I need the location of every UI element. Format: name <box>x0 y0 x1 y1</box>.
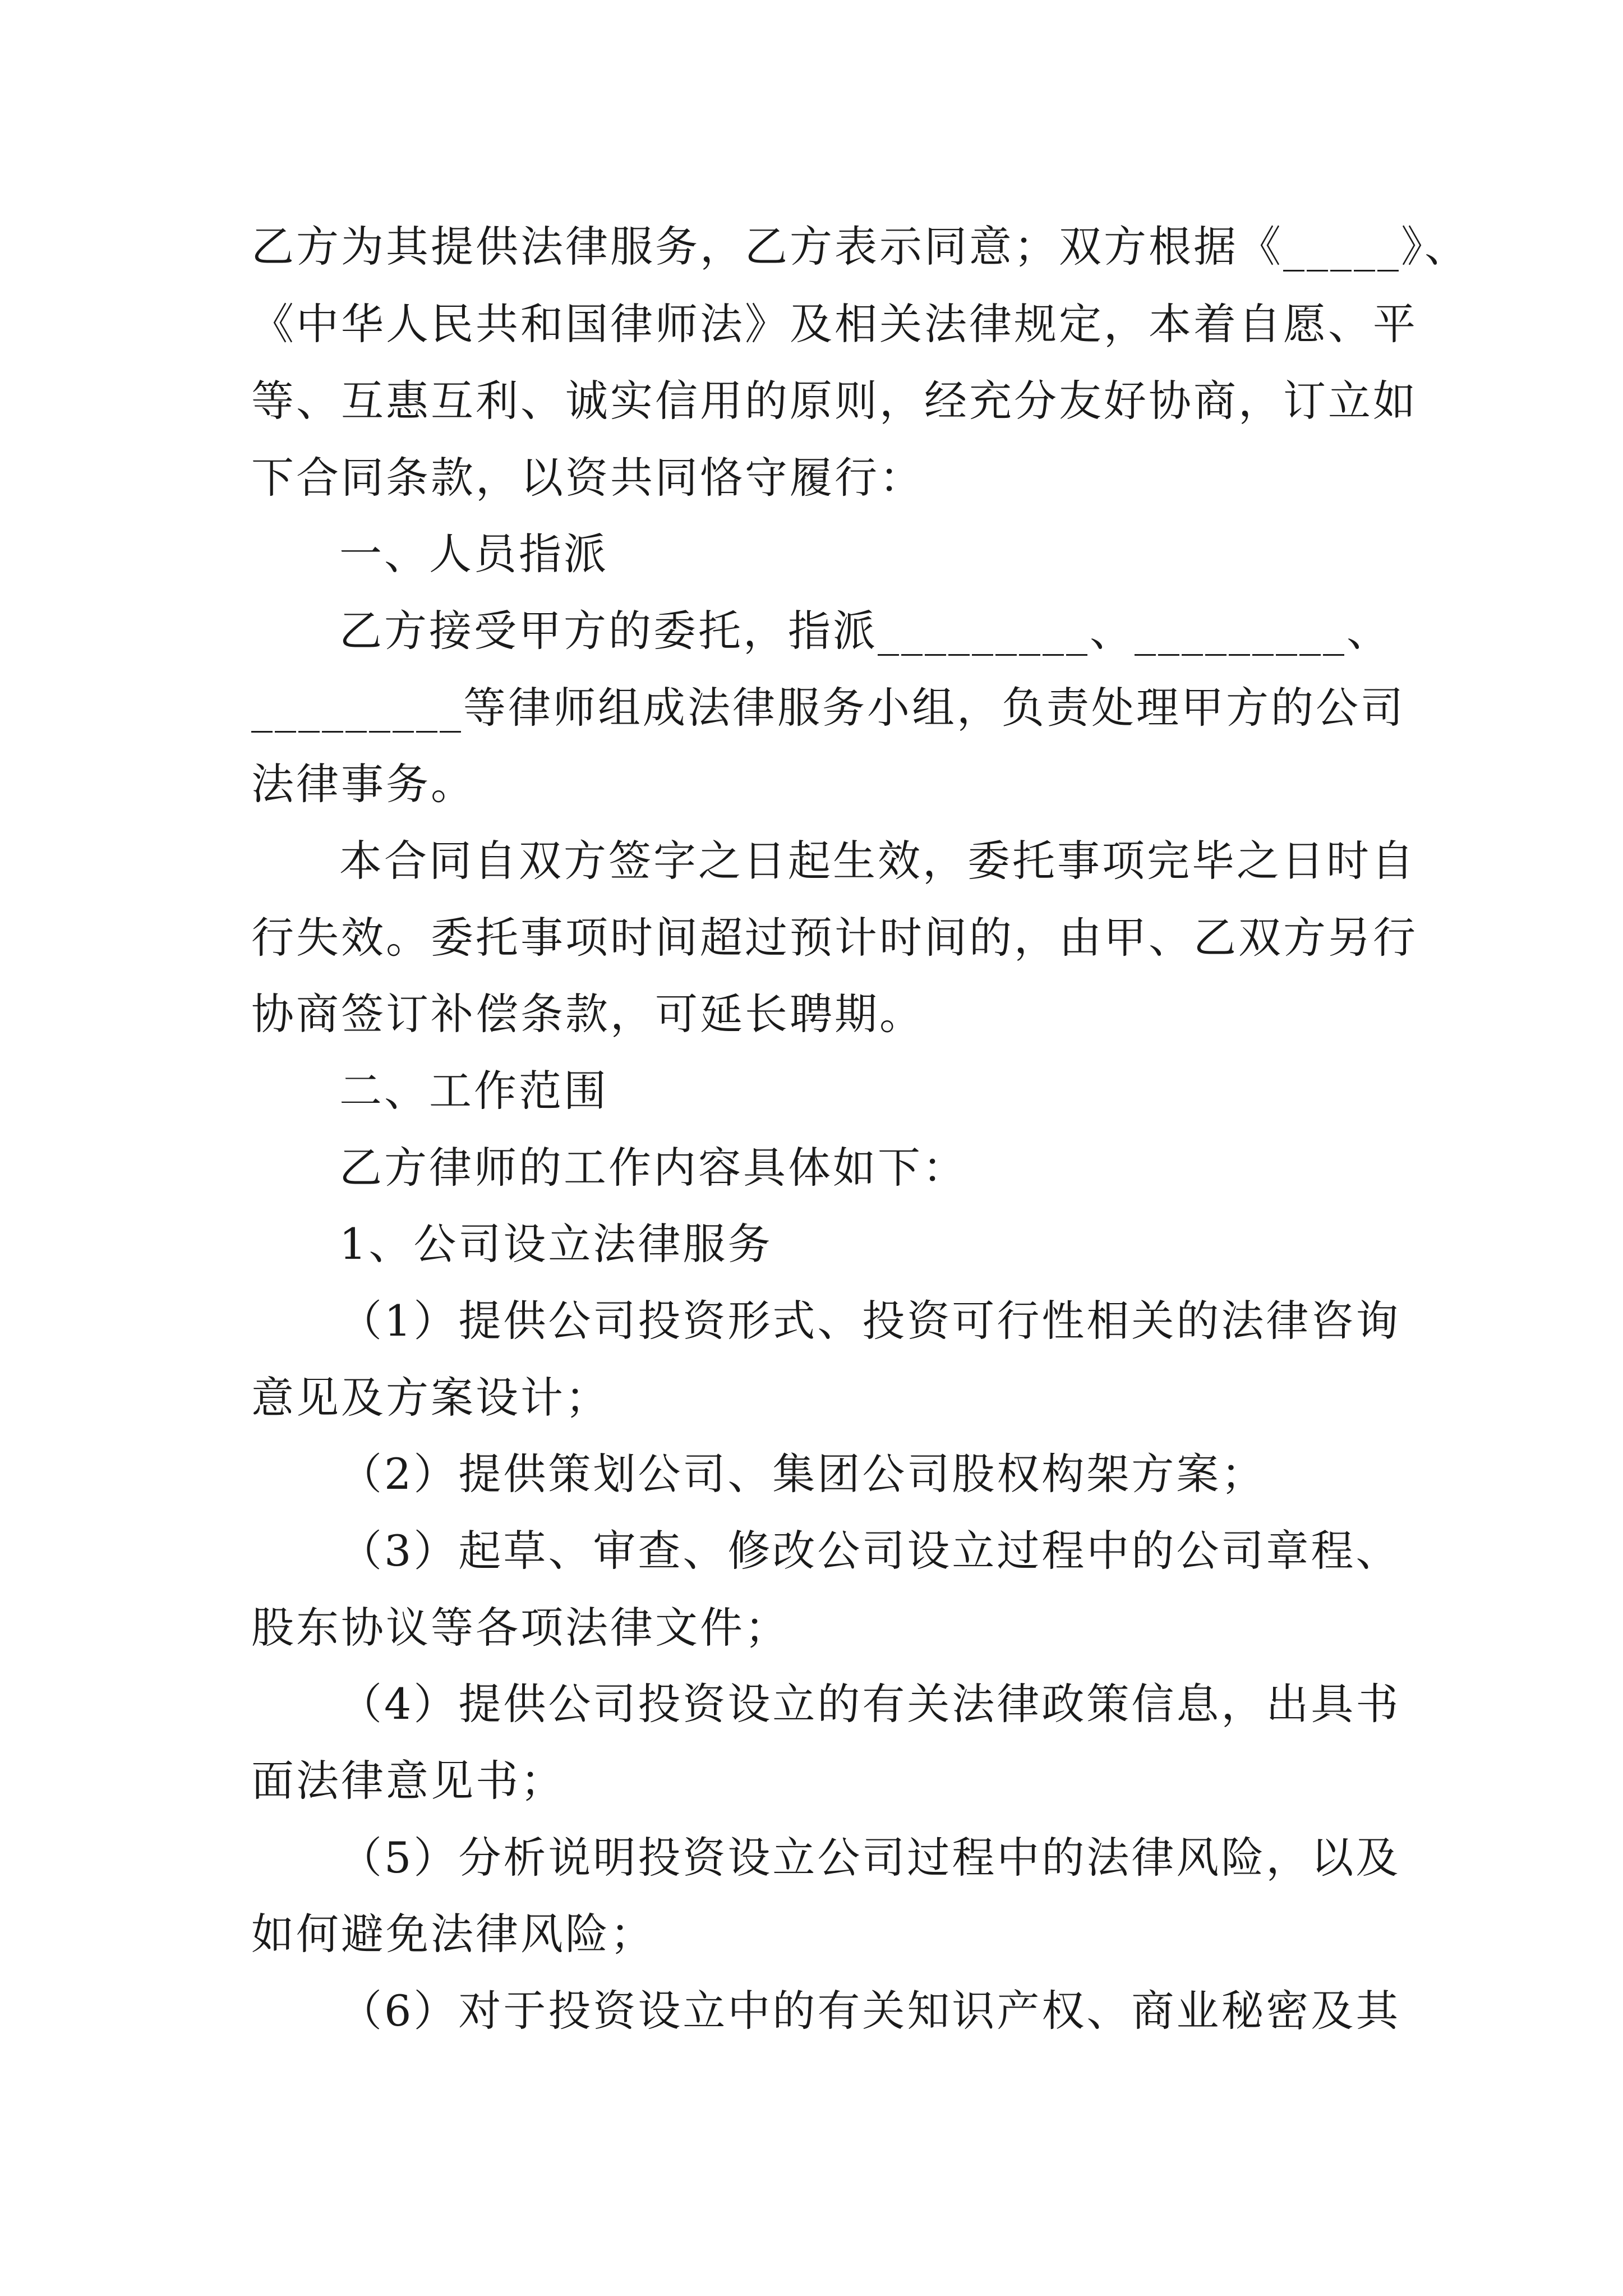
text-line-18: （3）起草、审查、修改公司设立过程中的公司章程、 <box>339 1526 1401 1576</box>
text-line-2: 《中华人民共和国律师法》及相关法律规定，本着自愿、平 <box>251 299 1418 349</box>
text-line-13: 乙方律师的工作内容具体如下： <box>339 1143 967 1193</box>
text-line-20: （4）提供公司投资设立的有关法律政策信息，出具书 <box>339 1679 1401 1729</box>
section-heading-scope: 二、工作范围 <box>339 1066 608 1116</box>
text-line-16: 意见及方案设计； <box>251 1373 610 1423</box>
text-line-21: 面法律意见书； <box>251 1756 565 1806</box>
text-line-17: （2）提供策划公司、集团公司股权构架方案； <box>339 1449 1266 1499</box>
text-line-24: （6）对于投资设立中的有关知识产权、商业秘密及其 <box>339 1986 1401 2036</box>
text-line-4: 下合同条款，以资共同恪守履行： <box>251 453 924 503</box>
text-line-23: 如何避免法律风险； <box>251 1909 655 1959</box>
text-line-19: 股东协议等各项法律文件； <box>251 1603 790 1653</box>
text-line-10: 行失效。委托事项时间超过预计时间的，由甲、乙双方另行 <box>251 913 1418 963</box>
text-line-9: 本合同自双方签字之日起生效，委托事项完毕之日时自 <box>339 836 1416 886</box>
subsection-heading-company-setup: 1、公司设立法律服务 <box>339 1219 773 1269</box>
section-heading-personnel: 一、人员指派 <box>339 529 608 579</box>
text-line-3: 等、互惠互利、诚实信用的原则，经充分友好协商，订立如 <box>251 376 1418 426</box>
text-line-7: _________等律师组成法律服务小组，负责处理甲方的公司 <box>251 683 1405 733</box>
text-line-11: 协商签订补偿条款，可延长聘期。 <box>251 989 924 1039</box>
text-line-15: （1）提供公司投资形式、投资可行性相关的法律咨询 <box>339 1296 1401 1346</box>
text-line-22: （5）分析说明投资设立公司过程中的法律风险，以及 <box>339 1833 1401 1883</box>
text-line-1: 乙方为其提供法律服务，乙方表示同意；双方根据《_____》、 <box>251 222 1469 272</box>
text-line-8: 法律事务。 <box>251 759 476 809</box>
text-line-6: 乙方接受甲方的委托，指派_________、_________、 <box>339 606 1391 656</box>
